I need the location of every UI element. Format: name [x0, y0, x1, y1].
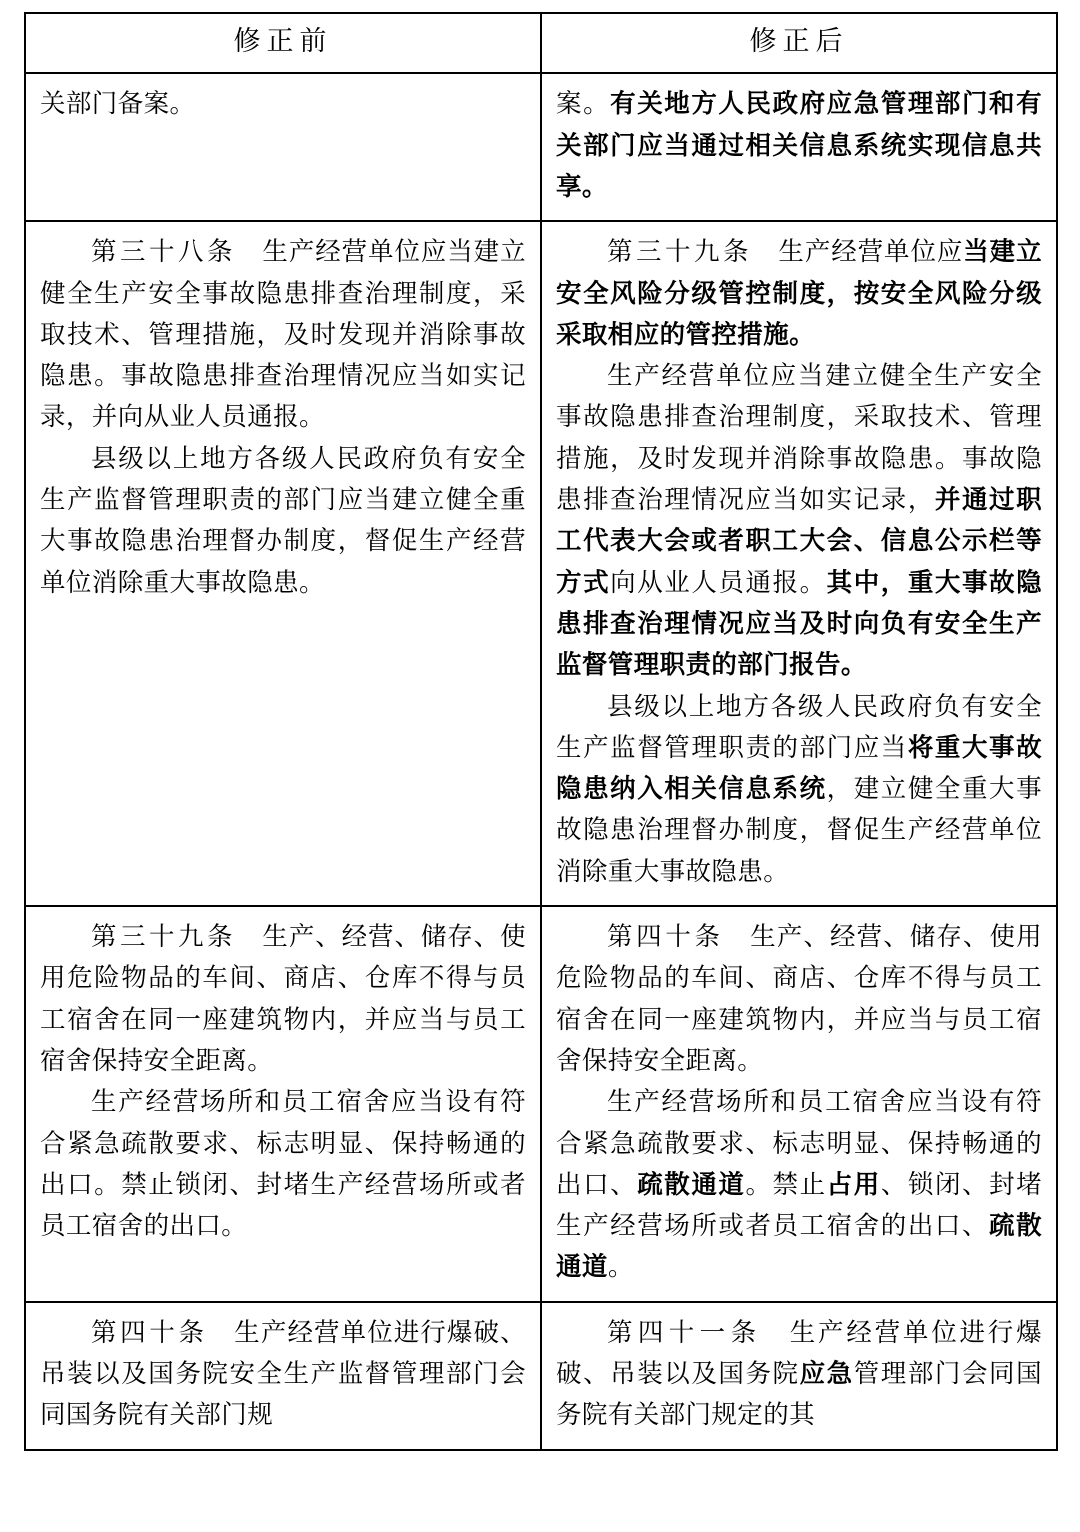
- table-cell-after: [541, 1302, 1057, 1450]
- table-cell-after: [541, 221, 1057, 906]
- table-row: [25, 1302, 1057, 1450]
- paragraph-group: [40, 232, 526, 604]
- paragraph-group: [556, 1313, 1042, 1437]
- paragraph: 第三十九条 生产、经营、储存、使用危险物品的车间、商店、仓库不得与员工宿舍在同一座建筑物内，并应当与员工宿舍保持安全距离。: [40, 922, 526, 1076]
- paragraph: 第四十条 生产经营单位进行爆破、吊装以及国务院安全生产监督管理部门会同国务院有关部门规: [40, 1317, 526, 1431]
- paragraph: 生产经营场所和员工宿舍应当设有符合紧急疏散要求、标志明显、保持畅通的出口。禁止锁闭、封堵生产经营场所或者员工宿舍的出口。: [40, 1087, 526, 1242]
- paragraph: 县级以上地方各级人民政府负有安全生产监督管理职责的部门应当将重大事故隐患纳入相关信息系统，建立健全重大事故隐患治理督办制度，督促生产经营单位消除重大事故隐患。: [556, 691, 1042, 887]
- paragraph: 案。有关地方人民政府应急管理部门和有关部门应当通过相关信息系统实现信息共享。: [556, 89, 1042, 202]
- table-body: [25, 73, 1057, 1449]
- paragraph: 第三十八条 生产经营单位应当建立健全生产安全事故隐患排查治理制度，采取技术、管理措施，及时发现并消除事故隐患。事故隐患排查治理情况应当如实记录，并向从业人员通报。: [40, 237, 526, 433]
- paragraph: 第三十九条 生产经营单位应当建立安全风险分级管控制度，按安全风险分级采取相应的管控措施。: [556, 237, 1042, 350]
- paragraph: 生产经营场所和员工宿舍应当设有符合紧急疏散要求、标志明显、保持畅通的出口、疏散通道。禁止占用、锁闭、封堵生产经营场所或者员工宿舍的出口、疏散通道。: [556, 1087, 1042, 1283]
- paragraph-group: [556, 232, 1042, 893]
- table-row: [25, 906, 1057, 1302]
- paragraph-group: [40, 84, 526, 125]
- table-header-row: [25, 13, 1057, 73]
- column-header-after: 修正后: [541, 13, 1057, 73]
- paragraph-group: [40, 1313, 526, 1437]
- paragraph: 第四十条 生产、经营、储存、使用危险物品的车间、商店、仓库不得与员工宿舍在同一座建筑物内，并应当与员工宿舍保持安全距离。: [556, 922, 1042, 1076]
- table-cell-before: [25, 73, 541, 221]
- table-cell-before: [25, 221, 541, 906]
- paragraph-group: [556, 917, 1042, 1289]
- amendment-comparison-table: [24, 12, 1058, 1451]
- paragraph-group: [40, 917, 526, 1247]
- paragraph-group: [556, 84, 1042, 208]
- table-cell-after: [541, 906, 1057, 1302]
- paragraph: 关部门备案。: [40, 89, 196, 120]
- table-cell-before: [25, 906, 541, 1302]
- paragraph: 生产经营单位应当建立健全生产安全事故隐患排查治理制度，采取技术、管理措施，及时发现并消除事故隐患。事故隐患排查治理情况应当如实记录，并通过职工代表大会或者职工大会、信息公示栏等方式向从业人员通报。其中，重大事故隐患排查治理情况应当及时向负有安全生产监督管理职责的部门报告。: [556, 361, 1042, 681]
- paragraph: 第四十一条 生产经营单位进行爆破、吊装以及国务院应急管理部门会同国务院有关部门规定的其: [556, 1317, 1042, 1431]
- table-cell-after: [541, 73, 1057, 221]
- paragraph: 县级以上地方各级人民政府负有安全生产监督管理职责的部门应当建立健全重大事故隐患治理督办制度，督促生产经营单位消除重大事故隐患。: [40, 443, 526, 598]
- table-cell-before: [25, 1302, 541, 1450]
- table-row: [25, 73, 1057, 221]
- column-header-before: 修正前: [25, 13, 541, 73]
- table-row: [25, 221, 1057, 906]
